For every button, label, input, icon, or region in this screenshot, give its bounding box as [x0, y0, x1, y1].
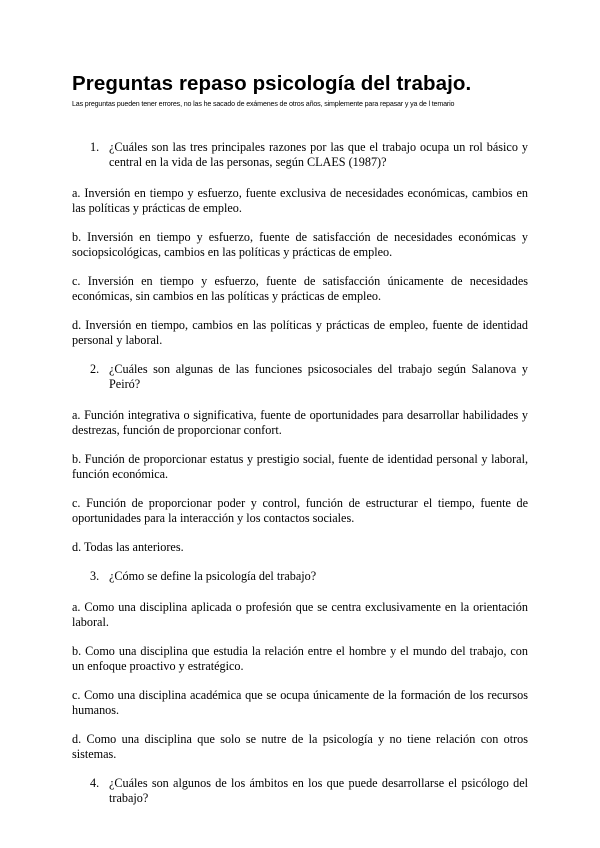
question-text: ¿Cuáles son algunos de los ámbitos en los que puede desarrollarse el psicólogo del trabajo? — [109, 776, 528, 805]
answer-option: b. Función de proporcionar estatus y prestigio social, fuente de identidad personal y laboral, función económica. — [72, 452, 528, 481]
answer-option: c. Como una disciplina académica que se ocupa únicamente de la formación de los recursos humanos. — [72, 688, 528, 717]
question-3 — [72, 569, 528, 584]
answer-option: c. Inversión en tiempo y esfuerzo, fuente de satisfacción únicamente de necesidades económicas, sin cambios en las políticas y prácticas de empleo. — [72, 274, 528, 303]
page-title: Preguntas repaso psicología del trabajo. — [72, 72, 472, 95]
question-number: 3. — [90, 569, 100, 583]
page-subtitle: Las preguntas pueden tener errores, no las he sacado de exámenes de otros años, simplemente para repasar y ya de l temario — [72, 100, 455, 108]
question-4 — [72, 776, 528, 806]
answer-option: d. Inversión en tiempo, cambios en las políticas y prácticas de empleo, fuente de identidad personal y laboral. — [72, 318, 528, 347]
question-list — [72, 140, 528, 806]
question-text: ¿Cómo se define la psicología del trabajo? — [109, 569, 317, 583]
question-1 — [72, 140, 528, 170]
answer-option: d. Como una disciplina que solo se nutre de la psicología y no tiene relación con otros sistemas. — [72, 732, 528, 761]
question-number: 1. — [90, 140, 100, 154]
question-text: ¿Cuáles son las tres principales razones por las que el trabajo ocupa un rol básico y central en la vida de las personas, según CLAES (1987)? — [109, 140, 528, 169]
question-2 — [72, 362, 528, 392]
answer-option: a. Como una disciplina aplicada o profesión que se centra exclusivamente en la orientación laboral. — [72, 600, 528, 629]
answer-option: b. Inversión en tiempo y esfuerzo, fuente de satisfacción de necesidades económicas y sociopsicológicas, cambios en las políticas y prácticas de empleo. — [72, 230, 528, 259]
answer-option: c. Función de proporcionar poder y control, función de estructurar el tiempo, fuente de oportunidades para la interacción y los contactos sociales. — [72, 496, 528, 525]
answer-option: b. Como una disciplina que estudia la relación entre el hombre y el mundo del trabajo, con un enfoque proactivo y estratégico. — [72, 644, 528, 673]
answer-option: a. Inversión en tiempo y esfuerzo, fuente exclusiva de necesidades económicas, cambios en las políticas y prácticas de empleo. — [72, 186, 528, 215]
question-number: 4. — [90, 776, 100, 790]
answer-option: d. Todas las anteriores. — [72, 540, 184, 554]
question-number: 2. — [90, 362, 100, 376]
answer-option: a. Función integrativa o significativa, fuente de oportunidades para desarrollar habilidades y destrezas, función de proporcionar confort. — [72, 408, 528, 437]
question-text: ¿Cuáles son algunas de las funciones psicosociales del trabajo según Salanova y Peiró? — [109, 362, 528, 391]
